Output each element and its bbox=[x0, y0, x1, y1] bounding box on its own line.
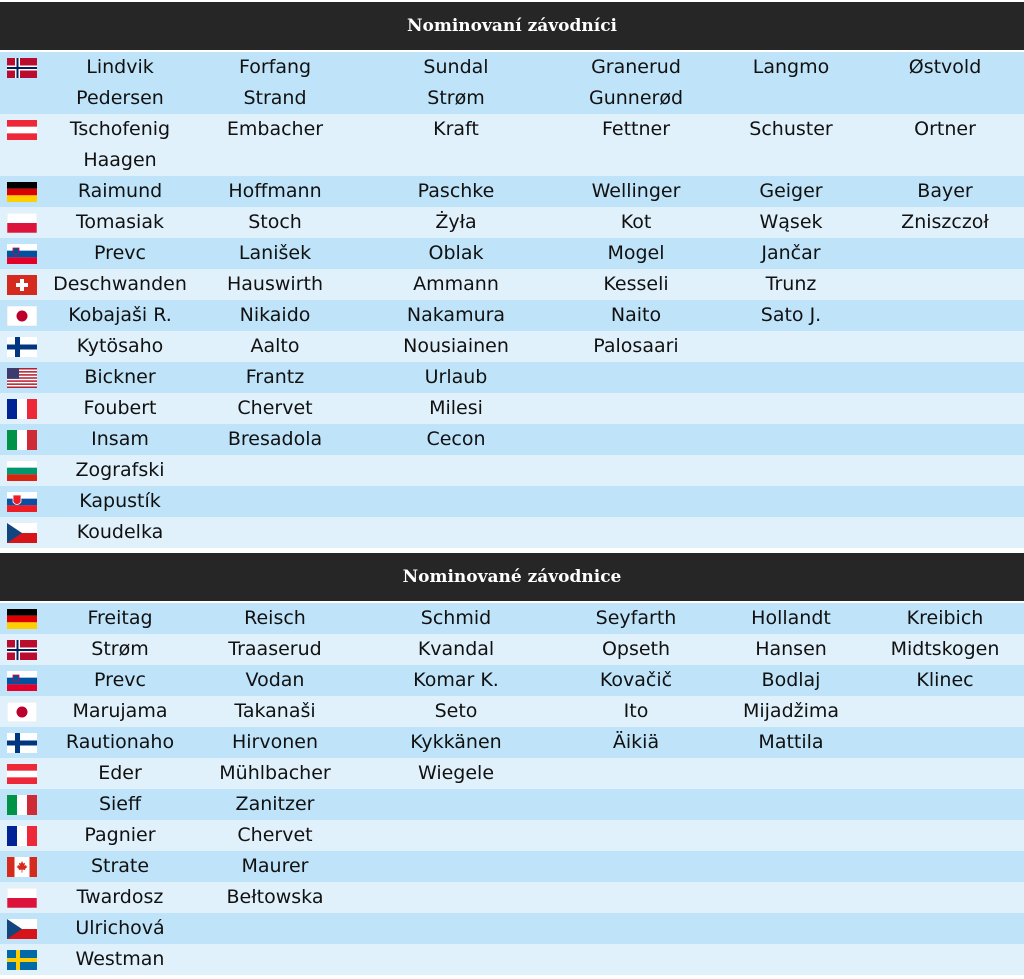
men-section-header bbox=[0, 2, 1024, 50]
athlete-name: Palosaari bbox=[593, 335, 679, 357]
table-row bbox=[0, 517, 1024, 548]
athlete-name: Langmo bbox=[752, 56, 830, 78]
athlete-name: Prevc bbox=[94, 242, 146, 264]
athlete-name: Tomasiak bbox=[76, 211, 164, 233]
athlete-name: Takanaši bbox=[234, 700, 316, 722]
athlete-name: Forfang bbox=[238, 56, 312, 78]
table-row bbox=[0, 331, 1024, 362]
athlete-name: Insam bbox=[91, 428, 149, 450]
table-row bbox=[0, 238, 1024, 269]
table-row bbox=[0, 696, 1024, 727]
athlete-name: Strate bbox=[90, 855, 150, 877]
men-nominations-table bbox=[0, 52, 1024, 548]
athlete-name: Sieff bbox=[98, 793, 142, 815]
athlete-name: Mogel bbox=[607, 242, 665, 264]
athlete-name: Sato J. bbox=[760, 304, 822, 326]
athlete-name: Chervet bbox=[237, 824, 313, 846]
women-nominations-table bbox=[0, 603, 1024, 975]
women-section-title: Nominované závodnice bbox=[402, 567, 622, 587]
women-section-header bbox=[0, 553, 1024, 601]
athlete-name: Eder bbox=[98, 762, 142, 784]
athlete-name: Stoch bbox=[248, 211, 302, 233]
table-row bbox=[0, 944, 1024, 975]
athlete-name: Gunnerød bbox=[588, 87, 684, 109]
athlete-name: Frantz bbox=[245, 366, 305, 388]
table-row bbox=[0, 362, 1024, 393]
athlete-name: Cecon bbox=[426, 428, 486, 450]
athlete-name: Pedersen bbox=[76, 87, 164, 109]
table-row bbox=[0, 424, 1024, 455]
athlete-name: Koudelka bbox=[76, 521, 164, 543]
table-row bbox=[0, 269, 1024, 300]
athlete-name: Kesseli bbox=[603, 273, 669, 295]
table-row bbox=[0, 727, 1024, 758]
athlete-name: Strøm bbox=[91, 638, 149, 660]
athlete-name: Bickner bbox=[84, 366, 156, 388]
athlete-name: Kraft bbox=[433, 118, 479, 140]
athlete-name: Nousiainen bbox=[403, 335, 509, 357]
athlete-name: Haagen bbox=[83, 149, 157, 171]
table-row bbox=[0, 603, 1024, 634]
athlete-name: Reisch bbox=[244, 607, 306, 629]
athlete-name: Seyfarth bbox=[595, 607, 677, 629]
athlete-name: Pagnier bbox=[84, 824, 156, 846]
athlete-name: Kreibich bbox=[906, 607, 984, 629]
athlete-name: Kykkänen bbox=[410, 731, 502, 753]
athlete-name: Paschke bbox=[417, 180, 495, 202]
athlete-name: Strøm bbox=[427, 87, 485, 109]
athlete-name: Mühlbacher bbox=[219, 762, 331, 784]
athlete-name: Zniszczoł bbox=[901, 211, 989, 233]
athlete-name: Maurer bbox=[241, 855, 309, 877]
athlete-name: Freitag bbox=[87, 607, 153, 629]
table-row bbox=[0, 820, 1024, 851]
athlete-name: Ulrichová bbox=[75, 917, 165, 939]
athlete-name: Trunz bbox=[765, 273, 817, 295]
athlete-name: Aalto bbox=[250, 335, 300, 357]
athlete-name: Hollandt bbox=[751, 607, 831, 629]
athlete-name: Żyła bbox=[435, 211, 477, 233]
athlete-name: Lanišek bbox=[238, 242, 312, 264]
table-row bbox=[0, 789, 1024, 820]
table-row bbox=[0, 300, 1024, 331]
athlete-name: Marujama bbox=[72, 700, 168, 722]
table-row bbox=[0, 665, 1024, 696]
athlete-name: Milesi bbox=[429, 397, 483, 419]
athlete-name: Nikaido bbox=[239, 304, 311, 326]
athlete-name: Lindvik bbox=[86, 56, 154, 78]
table-row bbox=[0, 913, 1024, 944]
table-row bbox=[0, 393, 1024, 424]
athlete-name: Raimund bbox=[77, 180, 163, 202]
athlete-name: Kytösaho bbox=[76, 335, 164, 357]
table-row bbox=[0, 52, 1024, 114]
athlete-name: Midtskogen bbox=[890, 638, 1000, 660]
athlete-name: Ortner bbox=[914, 118, 976, 140]
athlete-name: Wiegele bbox=[417, 762, 495, 784]
table-row bbox=[0, 882, 1024, 913]
men-section-title: Nominovaní závodníci bbox=[406, 16, 618, 36]
athlete-name: Seto bbox=[434, 700, 478, 722]
athlete-name: Rautionaho bbox=[65, 731, 175, 753]
athlete-name: Zografski bbox=[75, 459, 165, 481]
athlete-name: Twardosz bbox=[76, 886, 164, 908]
athlete-name: Mattila bbox=[758, 731, 824, 753]
athlete-name: Hauswirth bbox=[227, 273, 323, 295]
athlete-name: Sundal bbox=[423, 56, 489, 78]
athlete-name: Wellinger bbox=[591, 180, 681, 202]
athlete-name: Geiger bbox=[759, 180, 823, 202]
athlete-name: Bresadola bbox=[227, 428, 323, 450]
athlete-name: Granerud bbox=[591, 56, 681, 78]
athlete-name: Westman bbox=[75, 948, 165, 970]
table-row bbox=[0, 851, 1024, 882]
athlete-name: Fettner bbox=[601, 118, 671, 140]
athlete-name: Embacher bbox=[226, 118, 324, 140]
athlete-name: Østvold bbox=[908, 56, 982, 78]
table-row bbox=[0, 176, 1024, 207]
table-row bbox=[0, 758, 1024, 789]
athlete-name: Kvandal bbox=[417, 638, 495, 660]
athlete-name: Prevc bbox=[94, 669, 146, 691]
athlete-name: Naito bbox=[610, 304, 662, 326]
athlete-name: Komar K. bbox=[413, 669, 499, 691]
table-row bbox=[0, 486, 1024, 517]
athlete-name: Nakamura bbox=[406, 304, 506, 326]
athlete-name: Oblak bbox=[428, 242, 484, 264]
athlete-name: Deschwanden bbox=[53, 273, 187, 295]
athlete-name: Ito bbox=[623, 700, 649, 722]
athlete-name: Jančar bbox=[761, 242, 821, 264]
athlete-name: Ammann bbox=[413, 273, 499, 295]
athlete-name: Klinec bbox=[916, 669, 974, 691]
athlete-name: Kobajaši R. bbox=[68, 304, 172, 326]
athlete-name: Hoffmann bbox=[228, 180, 322, 202]
athlete-name: Vodan bbox=[245, 669, 305, 691]
athlete-name: Hansen bbox=[755, 638, 827, 660]
athlete-name: Traaserud bbox=[228, 638, 322, 660]
athlete-name: Äikiä bbox=[612, 731, 660, 753]
athlete-name: Mijadžima bbox=[742, 700, 840, 722]
table-row bbox=[0, 455, 1024, 486]
athlete-name: Tschofenig bbox=[69, 118, 171, 140]
athlete-name: Chervet bbox=[237, 397, 313, 419]
athlete-name: Urlaub bbox=[424, 366, 488, 388]
athlete-name: Zanitzer bbox=[235, 793, 315, 815]
athlete-name: Bayer bbox=[917, 180, 973, 202]
athlete-name: Kapustík bbox=[79, 490, 161, 512]
athlete-name: Wąsek bbox=[759, 211, 823, 233]
athlete-name: Opseth bbox=[601, 638, 671, 660]
athlete-name: Bodlaj bbox=[761, 669, 821, 691]
athlete-name: Foubert bbox=[83, 397, 157, 419]
athlete-name: Kovačič bbox=[599, 669, 673, 691]
table-row bbox=[0, 634, 1024, 665]
athlete-name: Schuster bbox=[749, 118, 833, 140]
table-row bbox=[0, 207, 1024, 238]
table-row bbox=[0, 114, 1024, 176]
athlete-name: Kot bbox=[620, 211, 652, 233]
athlete-name: Strand bbox=[243, 87, 307, 109]
athlete-name: Bełtowska bbox=[226, 886, 324, 908]
athlete-name: Schmid bbox=[420, 607, 492, 629]
athlete-name: Hirvonen bbox=[231, 731, 319, 753]
